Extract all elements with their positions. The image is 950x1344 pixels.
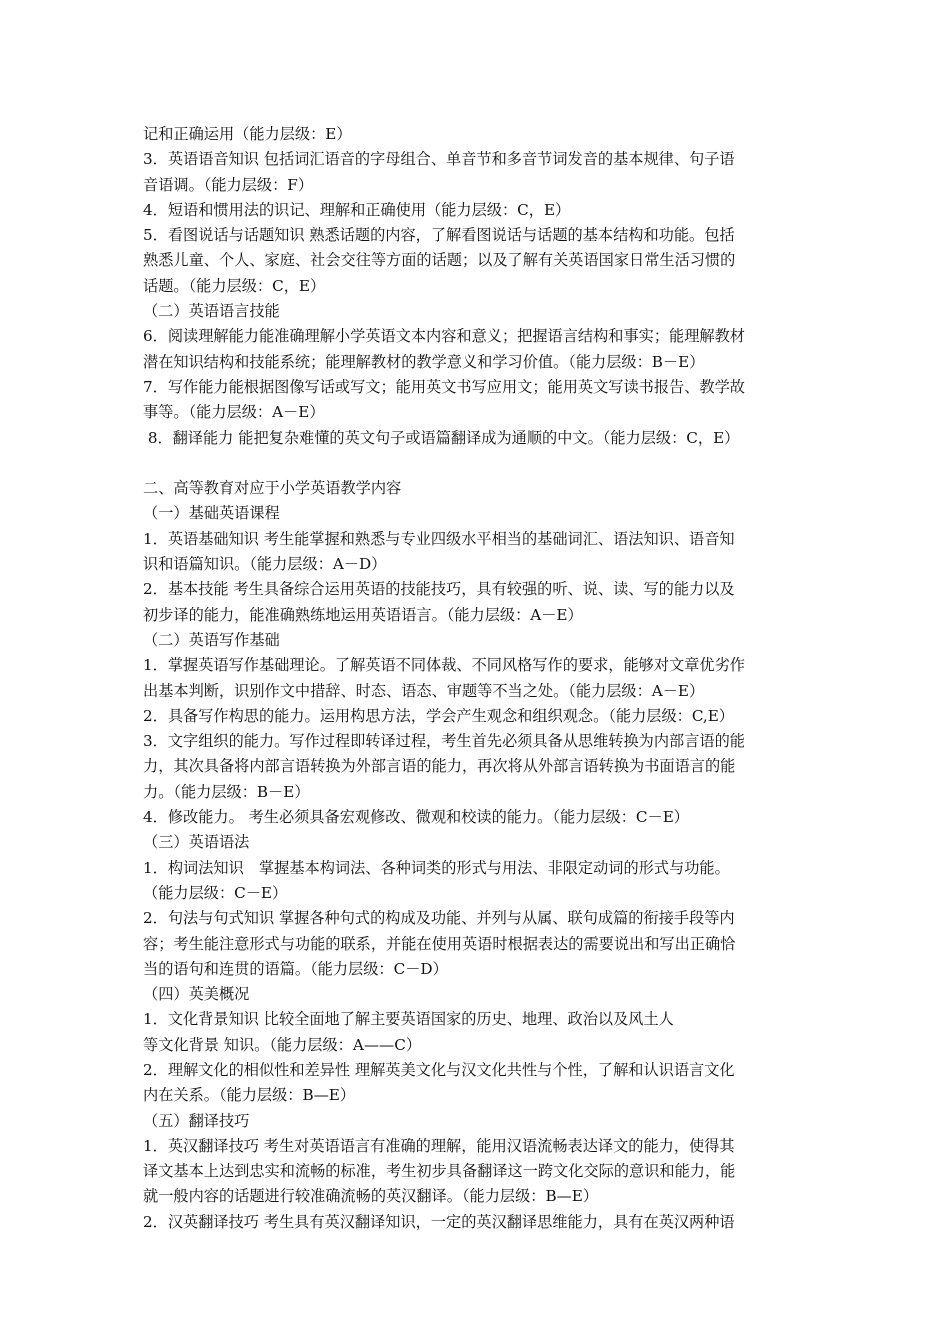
text-line: 4．短语和惯用法的识记、理解和正确使用（能力层级：C，E） <box>143 200 571 219</box>
text-line: 1．英汉翻译技巧 考生对英语语言有准确的理解，能用汉语流畅表达译文的能力，使得其 <box>143 1136 735 1155</box>
text-line: 事等。（能力层级：A－E） <box>143 403 325 422</box>
text-line: 译文基本上达到忠实和流畅的标准，考生初步具备翻译这一跨文化交际的意识和能力，能 <box>143 1162 736 1181</box>
section-heading: （一）基础英语课程 <box>143 504 280 523</box>
section-heading: （四）英美概况 <box>143 985 250 1004</box>
text-line: 5．看图说话与话题知识 熟悉话题的内容，了解看图说话与话题的基本结构和功能。包括 <box>143 226 735 245</box>
text-line: 4．修改能力。 考生必须具备宏观修改、微观和校读的能力。（能力层级：C－E） <box>143 808 689 827</box>
text-line: 识和语篇知识。（能力层级：A－D） <box>143 555 387 574</box>
text-line: 初步译的能力，能准确熟练地运用英语语言。（能力层级：A－E） <box>143 605 583 624</box>
section-heading: （二）英语写作基础 <box>143 630 280 649</box>
text-line: 7．写作能力能根据图像写话或写文；能用英文书写应用文；能用英文写读书报告、教学故 <box>143 377 745 396</box>
text-line: 8．翻译能力 能把复杂难懂的英文句子或语篇翻译成为通顺的中文。（能力层级：C，E） <box>143 428 740 447</box>
text-line: 6．阅读理解能力能准确理解小学英语文本内容和意义；把握语言结构和事实；能理解教材 <box>143 327 745 346</box>
text-line: 等文化背景 知识。（能力层级：A——C） <box>143 1035 422 1054</box>
document-body <box>143 122 813 1235</box>
text-line: 就一般内容的话题进行较准确流畅的英汉翻译。（能力层级：B—E） <box>143 1187 599 1206</box>
text-line: 2．句法与句式知识 掌握各种句式的构成及功能、并列与从属、联句成篇的衔接手段等内 <box>143 909 735 928</box>
chapter-heading: 二、高等教育对应于小学英语教学内容 <box>143 479 402 498</box>
text-line: 容；考生能注意形式与功能的联系，并能在使用英语时根据表达的需要说出和写出正确恰 <box>143 934 736 953</box>
text-line: （能力层级：C－E） <box>143 883 288 902</box>
text-line: 2．基本技能 考生具备综合运用英语的技能技巧，具有较强的听、说、读、写的能力以及 <box>143 580 735 599</box>
text-line: 记和正确运用（能力层级：E） <box>143 125 352 143</box>
section-heading: （三）英语语法 <box>143 833 250 852</box>
text-line: 力。（能力层级：B－E） <box>143 782 310 801</box>
section-heading: （五）翻译技巧 <box>143 1111 250 1130</box>
text-line: 2．理解文化的相似性和差异性 理解英美文化与汉文化共性与个性，了解和认识语言文化 <box>143 1060 735 1079</box>
blank-line <box>143 451 813 476</box>
text-line: 话题。（能力层级：C，E） <box>143 276 326 295</box>
text-line: 内在关系。（能力层级：B—E） <box>143 1086 356 1105</box>
text-line: 熟悉儿童、个人、家庭、社会交往等方面的话题；以及了解有关英语国家日常生活习惯的 <box>143 251 736 270</box>
text-line: 出基本判断，识别作文中措辞、时态、语态、审题等不当之处。（能力层级：A－E） <box>143 681 705 700</box>
text-line: 1．文化背景知识 比较全面地了解主要英语国家的历史、地理、政治以及风土人 <box>143 1010 674 1029</box>
text-line: 1．构词法知识 掌握基本构词法、各种词类的形式与用法、非限定动词的形式与功能。 <box>143 858 730 877</box>
text-line: 当的语句和连贯的语篇。（能力层级：C－D） <box>143 959 448 978</box>
text-line: 2．汉英翻译技巧 考生具有英汉翻译知识，一定的英汉翻译思维能力，具有在英汉两种语 <box>143 1212 735 1231</box>
text-line: 1．英语基础知识 考生能掌握和熟悉与专业四级水平相当的基础词汇、语法知识、语音知 <box>143 529 735 548</box>
text-line: 3．文字组织的能力。写作过程即转译过程，考生首先必须具备从思维转换为内部言语的能 <box>143 732 745 751</box>
text-line: 音语调。（能力层级：F） <box>143 175 314 194</box>
text-line: 3．英语语音知识 包括词汇语音的字母组合、单音节和多音节词发音的基本规律、句子语 <box>143 150 735 169</box>
text-line: 潜在知识结构和技能系统；能理解教材的教学意义和学习价值。（能力层级：B－E） <box>143 352 705 371</box>
text-line: 1．掌握英语写作基础理论。了解英语不同体裁、不同风格写作的要求，能够对文章优劣作 <box>143 656 745 675</box>
text-line: 2．具备写作构思的能力。运用构思方法，学会产生观念和组织观念。（能力层级：C,E） <box>143 706 734 725</box>
section-heading: （二）英语语言技能 <box>143 302 280 321</box>
text-line: 力，其次具备将内部言语转换为外部言语的能力，再次将从外部言语转换为书面语言的能 <box>143 757 736 776</box>
